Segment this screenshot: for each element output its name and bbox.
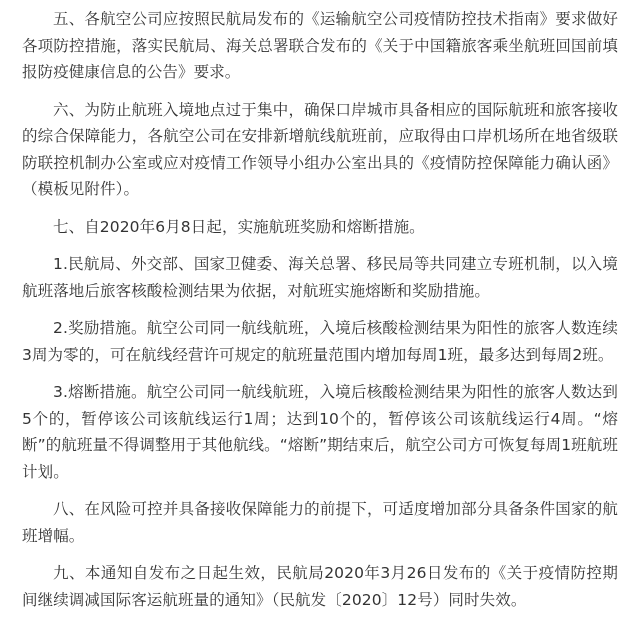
paragraph-6: 六、为防止航班入境地点过于集中，确保口岸城市具备相应的国际航班和旅客接收的综合保障能力，各航空公司在安排新增航线航班前，应取得由口岸机场所在地省级联防联控机制办公室或应对疫情工作领导小组办公室出具的《疫情防控保障能力确认函》（模板见附件）。 [22,100,618,198]
paragraph-8: 八、在风险可控并具备接收保障能力的前提下，可适度增加部分具备条件国家的航班增幅。 [22,500,618,545]
paragraph-9: 九、本通知自发布之日起生效，民航局2020年3月26日发布的《关于疫情防控期间继续调减国际客运航班量的通知》（民航发〔2020〕12号）同时失效。 [22,564,618,609]
paragraph-7-item-2: 2.奖励措施。航空公司同一航线航班，入境后核酸检测结果为阳性的旅客人数连续3周为零的，可在航线经营许可规定的航班量范围内增加每周1班，最多达到每周2班。 [22,319,618,364]
paragraph-5: 五、各航空公司应按照民航局发布的《运输航空公司疫情防控技术指南》要求做好各项防控措施，落实民航局、海关总署联合发布的《关于中国籍旅客乘坐航班回国前填报防疫健康信息的公告》要求。 [22,10,618,81]
paragraph-7: 七、自2020年6月8日起，实施航班奖励和熔断措施。 [53,217,425,236]
paragraph-7-item-3: 3.熔断措施。航空公司同一航线航班，入境后核酸检测结果为阳性的旅客人数达到5个的，暂停该公司该航线运行1周；达到10个的，暂停该公司该航线运行4周。“熔断”的航班量不得调整用于其他航线。“熔断”期结束后，航空公司方可恢复每周1班航班计划。 [22,383,618,481]
paragraph-7-item-1: 1.民航局、外交部、国家卫健委、海关总署、移民局等共同建立专班机制，以入境航班落地后旅客核酸检测结果为依据，对航班实施熔断和奖励措施。 [22,255,618,300]
